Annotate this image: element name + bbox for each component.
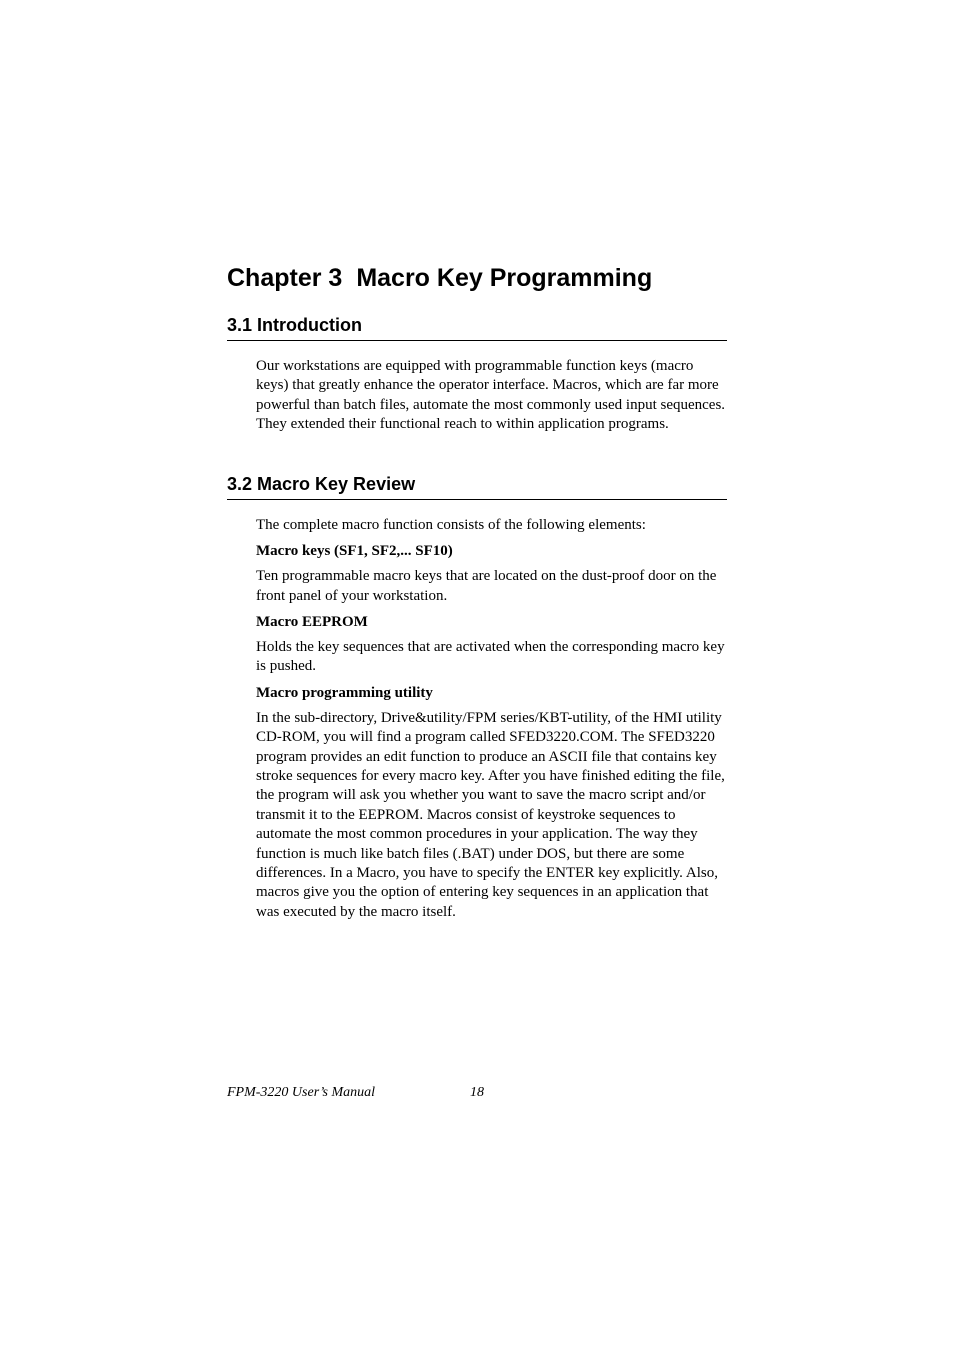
chapter-number-label: Chapter 3 [227,264,343,292]
chapter-title-text: Macro Key Programming [356,264,653,292]
macro-key-review-body [256,516,728,922]
section-macro-key-review-heading-wrap [227,473,727,500]
section-heading-introduction: 3.1 Introduction [227,314,727,341]
subheading-macro-eeprom: Macro EEPROM [256,614,368,631]
paragraph-macro-eeprom: Holds the key sequences that are activated when the corresponding macro key is pushed. [256,639,725,675]
subheading-macro-programming-utility: Macro programming utility [256,684,433,701]
paragraph-macro-programming-utility: In the sub-directory, Drive&utility/FPM series/KBT-utility, of the HMI utility CD-ROM, you will find a program called SFED3220.COM. The SFED3220 program provides an edit function to produce an ASCII file that contains key stroke sequences for every macro key. After you have finished editing the file, the program will ask you whether you want to save the macro script and/or transmit it to the EEPROM. Macros consist of keystroke sequences to automate the most common procedures in your application. The way they function is much like batch files (.BAT) under DOS, but there are some differences. In a Macro, you have to specify the ENTER key explicitly. Also, macros give you the option of entering key sequences in an application that was executed by the macro itself. [256,709,725,920]
chapter-title [227,262,652,294]
introduction-body [256,357,728,435]
subheading-macro-keys: Macro keys (SF1, SF2,... SF10) [256,543,453,560]
section-introduction-heading-wrap [227,314,727,341]
paragraph-macro-keys: Ten programmable macro keys that are located on the dust-proof door on the front panel of your workstation. [256,568,717,604]
introduction-paragraph: Our workstations are equipped with programmable function keys (macro keys) that greatly enhance the operator interface. Macros, which are far more powerful than batch files, automate the most commonly used input sequences. They extended their functional reach to within application programs. [256,358,726,433]
footer-page-number: 18 [470,1085,484,1100]
footer-manual-name: FPM-3220 User’s Manual [227,1085,376,1100]
section-heading-macro-key-review: 3.2 Macro Key Review [227,473,727,500]
review-intro-paragraph: The complete macro function consists of the following elements: [256,517,646,533]
